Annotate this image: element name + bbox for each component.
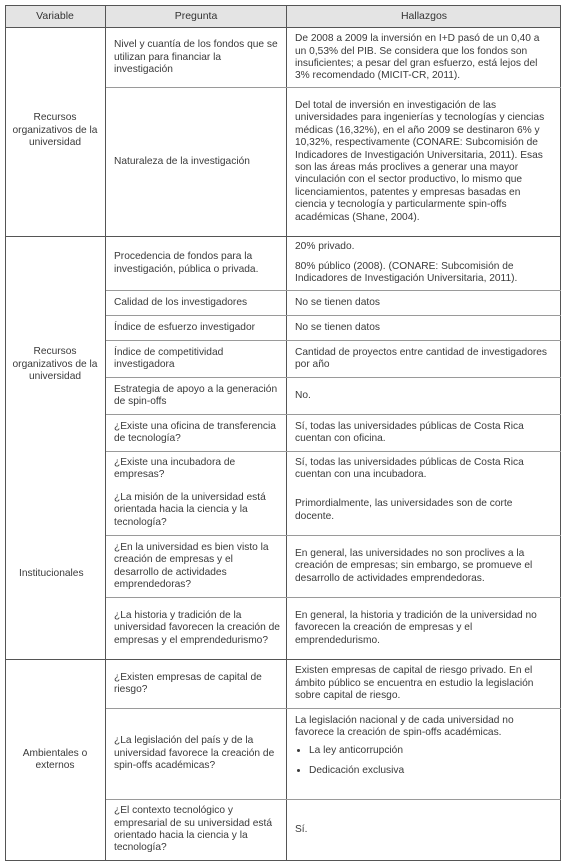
variable-cell: Ambientales o externos bbox=[22, 747, 88, 771]
bullet-item: • La ley anticorrupción bbox=[309, 745, 553, 757]
finding-cell: La legislación nacional y de cada universidad no favorece la creación de spin-offs académicas. • La ley anticorrupción • Dedicación exclusiva bbox=[287, 715, 561, 799]
question-cell: Estrategia de apoyo a la generación de spin-offs bbox=[114, 383, 278, 407]
question-cell: Índice de competitividad investigadora bbox=[114, 346, 224, 370]
finding-cell: Primordialmente, las universidades son de corte docente. bbox=[295, 498, 513, 522]
finding-cell: De 2008 a 2009 la inversión en I+D pasó de un 0,40 a un 0,53% del PIB. Se considera que los fondos son insuficientes; a pesar del gran esfuerzo, está lejos del 3% recomendado (MICIT-CR, 2011). bbox=[295, 33, 540, 82]
border-bottom bbox=[5, 860, 561, 861]
finding-cell: Existen empresas de capital de riesgo privado. En el ámbito público se encuentra en estudio la legislación sobre capital de riesgo. bbox=[295, 665, 534, 702]
question-cell: ¿El contexto tecnológico y empresarial de su universidad está orientado hacia la ciencia y la tecnología? bbox=[114, 805, 272, 854]
finding-cell: No se tienen datos bbox=[295, 321, 380, 333]
header-pregunta: Pregunta bbox=[106, 5, 286, 27]
variable-cell: Recursos organizativos de la universidad bbox=[12, 346, 98, 383]
border-top bbox=[5, 5, 561, 6]
question-cell: ¿En la universidad es bien visto la creación de empresas y el desarrollo de actividades emprendedoras? bbox=[114, 541, 269, 590]
finding-cell: En general, las universidades no son proclives a la creación de empresas; sin embargo, se promueve el desarrollo de actividades emprendedoras. bbox=[295, 547, 533, 584]
finding-cell: No. bbox=[295, 389, 311, 401]
question-cell: Calidad de los investigadores bbox=[114, 296, 248, 308]
question-cell: ¿La historia y tradición de la universidad favorecen la creación de empresas y el emprendedurismo? bbox=[114, 609, 280, 646]
question-cell: ¿La legislación del país y de la universidad favorece la creación de spin-offs académicas? bbox=[114, 735, 275, 772]
question-cell: Naturaleza de la investigación bbox=[114, 155, 250, 167]
finding-cell: Sí, todas las universidades públicas de Costa Rica cuentan con oficina. bbox=[295, 420, 524, 444]
finding-cell: 20% privado. 80% público (2008). (CONARE: Subcomisión de Indicadores de Investigación Universitaria, 2011). bbox=[295, 241, 518, 285]
finding-cell: En general, la historia y tradición de la universidad no favorecen la creación de empresas y el emprendedurismo. bbox=[295, 609, 537, 646]
header-hallazgos: Hallazgos bbox=[287, 5, 561, 27]
question-cell: ¿Existe una oficina de transferencia de tecnología? bbox=[114, 420, 276, 444]
bullet-list bbox=[295, 745, 553, 786]
bullet-item: • Dedicación exclusiva bbox=[309, 765, 553, 777]
variable-cell: Recursos organizativos de la universidad bbox=[12, 112, 98, 149]
finding-cell: Cantidad de proyectos entre cantidad de investigadores por año bbox=[295, 346, 548, 370]
question-cell: Procedencia de fondos para la investigación, pública o privada. bbox=[114, 251, 259, 275]
variable-cell: Institucionales bbox=[19, 567, 84, 579]
finding-cell: Del total de inversión en investigación de las universidades para ingenierías y tecnologías y ciencias médicas (16,32%), en el año 2009 se destinaron 6% y 10,32%, respectivamente (CONARE: Subcomisión de Indicadores de Investigación Universitaria, 2011). Esas son las áreas más proclives a generar una mayor vinculación con el sector productivo, lo mismo que licenciamientos, patentes y empresas basadas en ciencia y tecnología y particularmente spin-offs académicas (Shane, 2004). bbox=[295, 99, 545, 223]
finding-cell: Sí, todas las universidades públicas de Costa Rica cuentan con una incubadora. bbox=[295, 456, 524, 480]
question-cell: Nivel y cuantía de los fondos que se utilizan para financiar la investigación bbox=[114, 39, 278, 76]
question-cell: Índice de esfuerzo investigador bbox=[114, 321, 256, 333]
header-variable: Variable bbox=[5, 5, 105, 27]
question-cell: ¿La misión de la universidad está orientada hacia la ciencia y la tecnología? bbox=[114, 491, 266, 528]
question-cell: ¿Existen empresas de capital de riesgo? bbox=[114, 671, 262, 695]
header-divider bbox=[5, 27, 561, 28]
border-left bbox=[5, 5, 6, 861]
findings-table bbox=[5, 5, 561, 861]
finding-cell: No se tienen datos bbox=[295, 296, 380, 308]
row-divider bbox=[106, 451, 561, 452]
finding-cell: Sí. bbox=[295, 823, 308, 835]
question-cell: ¿Existe una incubadora de empresas? bbox=[114, 456, 236, 480]
